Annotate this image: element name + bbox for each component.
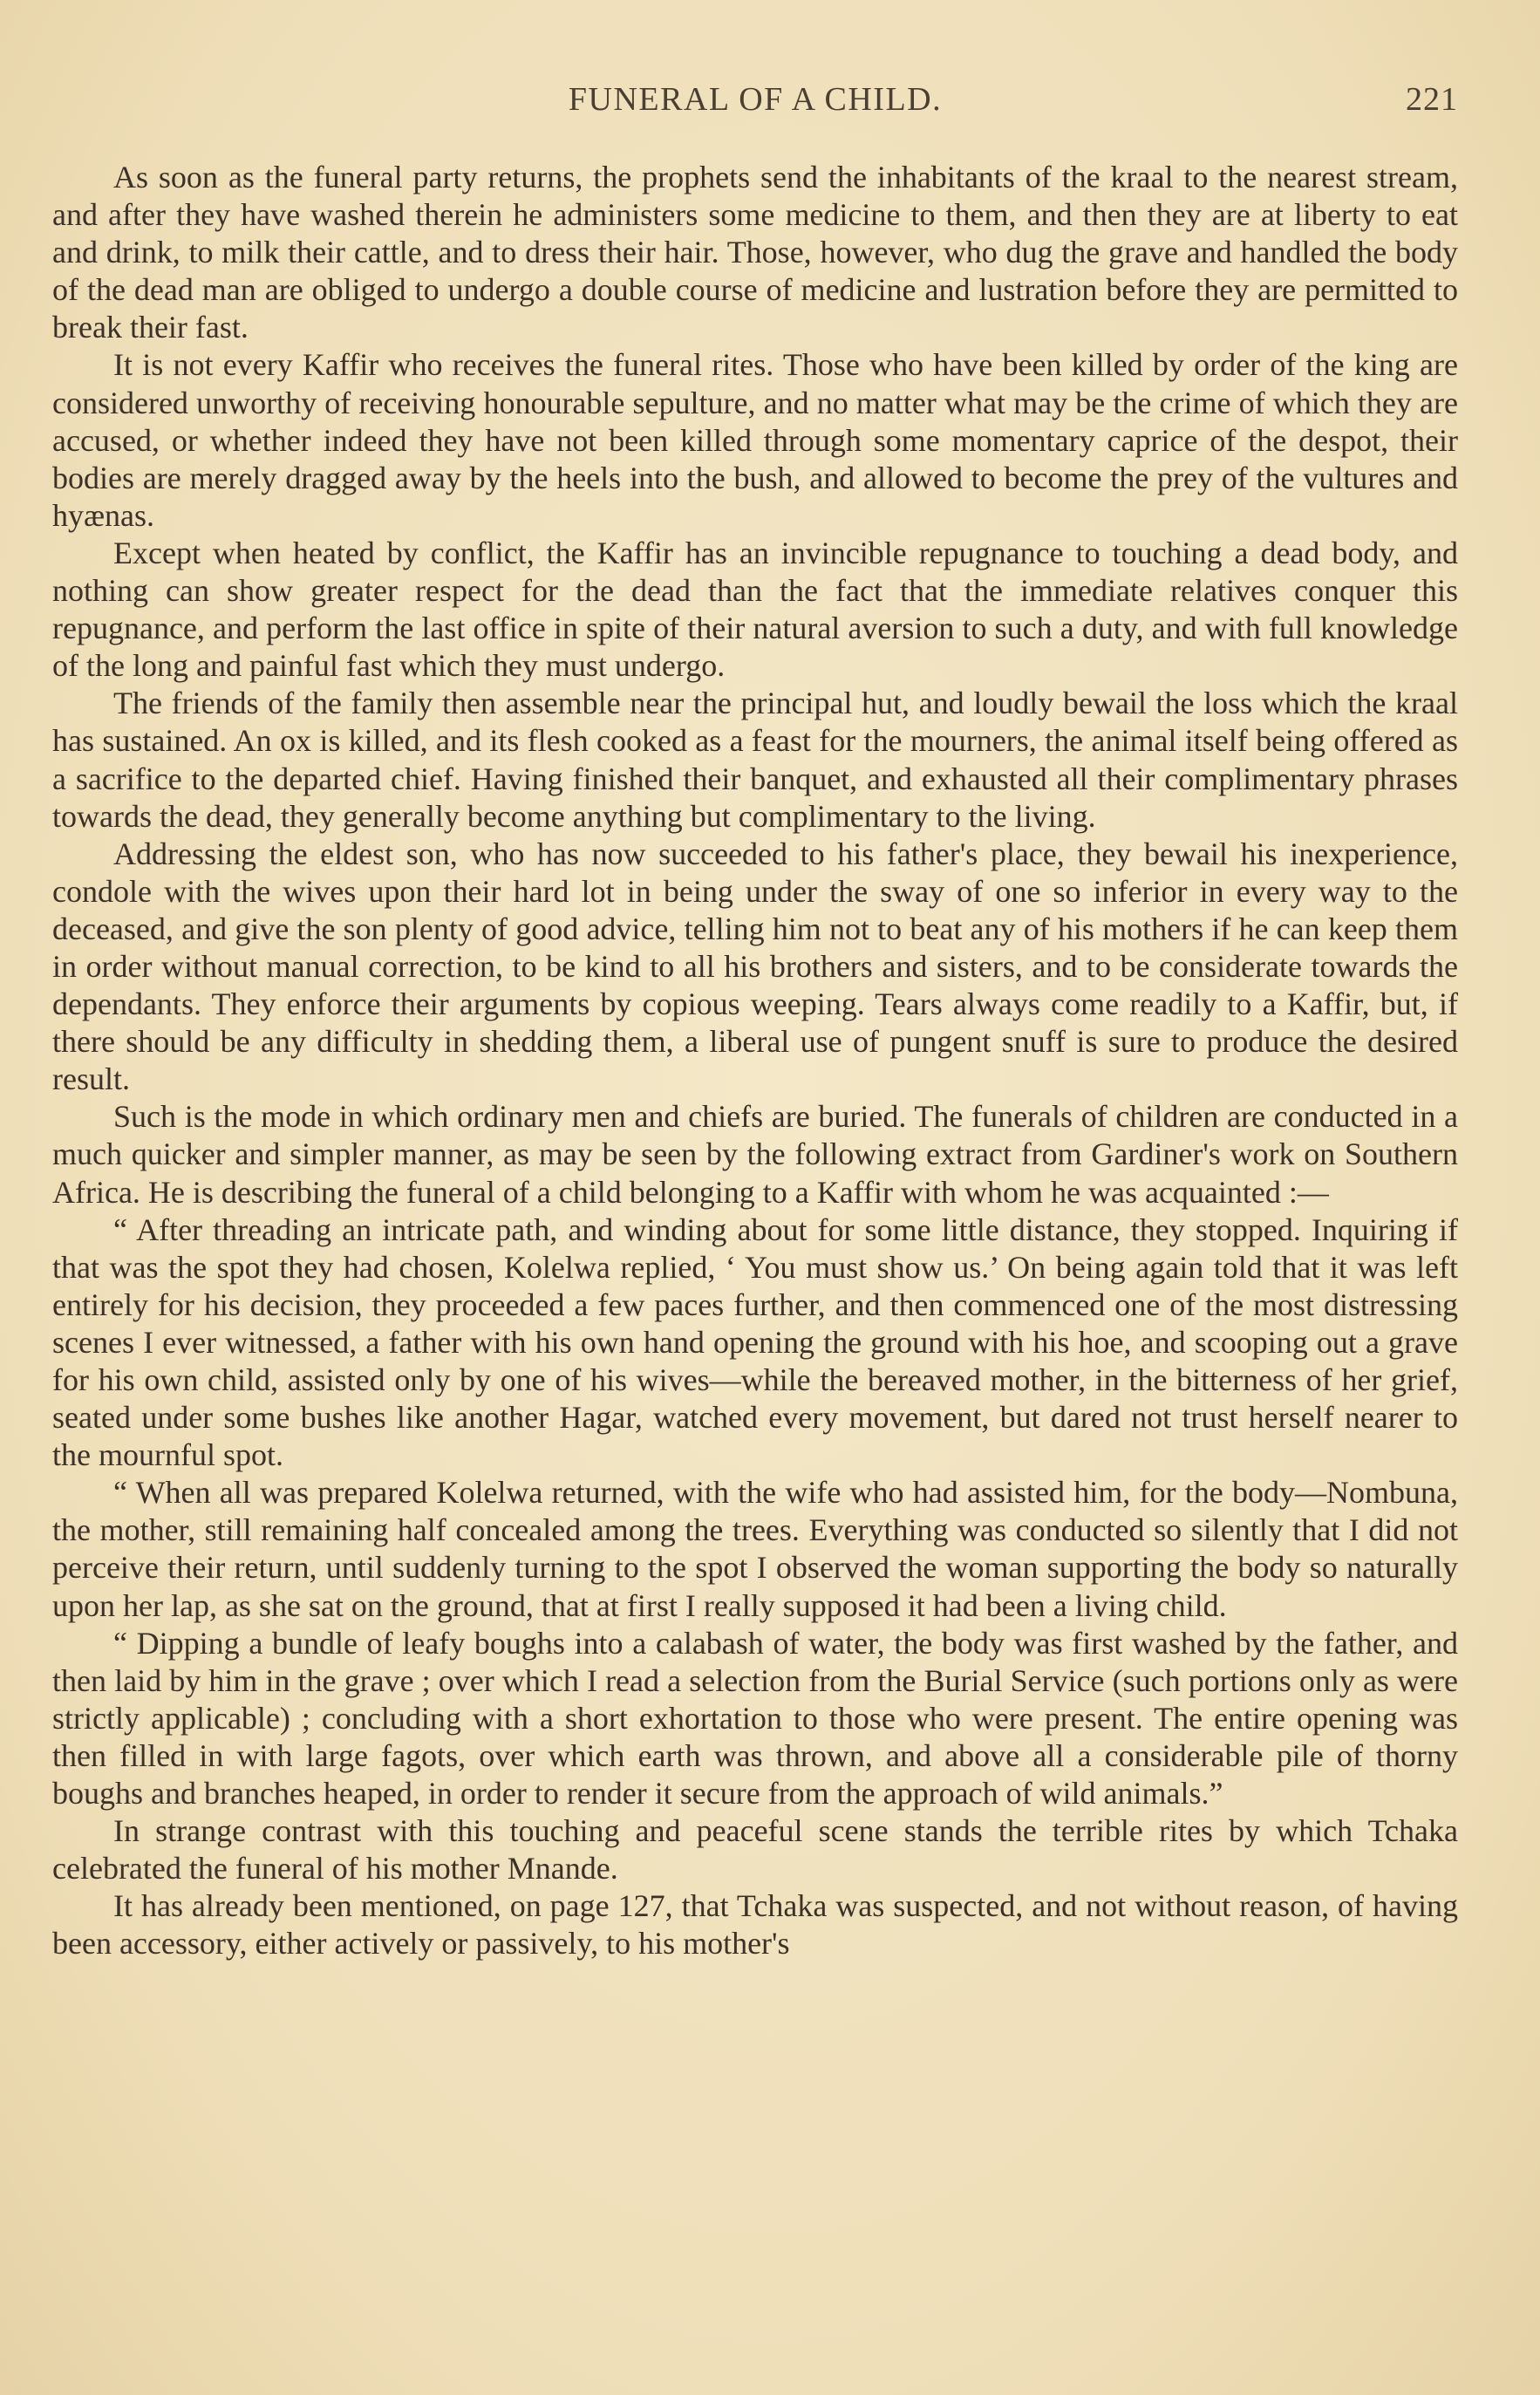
paragraph-strange-contrast: In strange contrast with this touching and peaceful scene stands the terrible rites by which Tchaka celebrated the funeral of his mother Mnande. [52, 1813, 1458, 1887]
paragraph-quote-threading-path: “ After threading an intricate path, and winding about for some little distance, they stopped. Inquiring if that was the spot they had chosen, Kolelwa replied, ‘ You must show us.’ On being again told that it was left entirely for his decision, they proceeded a few paces further, and then commenced one of the most distressing scenes I ever witnessed, a father with his own hand opening the ground with his hoe, and scooping out a grave for his own child, assisted only by one of his wives—while the bereaved mother, in the bitterness of her grief, seated under some bushes like another Hagar, watched every movement, but dared not trust herself nearer to the mournful spot. [52, 1211, 1458, 1473]
running-title: FUNERAL OF A CHILD. [568, 81, 943, 118]
paragraph-funeral-party-returns: As soon as the funeral party returns, the prophets send the inhabitants of the kraal to the nearest stream, and after they have washed therein he administers some medicine to them, and then they are at liberty to eat and drink, to milk their cattle, and to dress their hair. Those, however, who dug the grave and handled the body of the dead man are obliged to undergo a double course of medicine and lustration before they are permitted to break their fast. [52, 160, 1458, 345]
paragraph-children-funerals: Such is the mode in which ordinary men and chiefs are buried. The funerals of children are conducted in a much quicker and simpler manner, as may be seen by the following extract from Gardiner's work on Southern Africa. He is describing the funeral of a child belonging to a Kaffir with whom he was acquainted :— [52, 1099, 1458, 1210]
paragraph-quote-leafy-boughs: “ Dipping a bundle of leafy boughs into a calabash of water, the body was first washed by the father, and then laid by him in the grave ; over which I read a selection from the Burial Service (such portions only as were strictly applicable) ; concluding with a short exhortation to those who were present. The entire opening was then filled in with large fagots, over which earth was thrown, and above all a considerable pile of thorny boughs and branches heaped, in order to render it secure from the approach of wild animals.” [52, 1625, 1458, 1812]
paragraph-eldest-son-advice: Addressing the eldest son, who has now succeeded to his father's place, they bewail his inexperience, condole with the wives upon their hard lot in being under the sway of one so inferior in every way to the deceased, and give the son plenty of good advice, telling him not to beat any of his mothers if he can keep them in order without manual correction, to be kind to all his brothers and sisters, and to be considerate towards the dependants. They enforce their arguments by copious weeping. Tears always come readily to a Kaffir, but, if there should be any difficulty in shedding them, a liberal use of pungent snuff is sure to produce the desired result. [52, 836, 1458, 1097]
paragraph-friends-assemble: The friends of the family then assemble near the principal hut, and loudly bewail the loss which the kraal has sustained. An ox is killed, and its flesh cooked as a feast for the mourners, the animal itself being offered as a sacrifice to the departed chief. Having finished their banquet, and exhausted all their complimentary phrases towards the dead, they generally become anything but complimentary to the living. [52, 686, 1458, 834]
paragraph-quote-kolelwa-returned: “ When all was prepared Kolelwa returned, with the wife who had assisted him, for the body—Nombuna, the mother, still remaining half concealed among the trees. Everything was conducted so silently that I did not perceive their return, until suddenly turning to the spot I observed the woman supporting the body so naturally upon her lap, as she sat on the ground, that at first I really supposed it had been a living child. [52, 1475, 1458, 1623]
running-head [52, 80, 1458, 129]
paragraph-tchaka-suspected: It has already been mentioned, on page 127, that Tchaka was suspected, and not without reason, of having been accessory, either actively or passively, to his mother's [52, 1888, 1458, 1962]
paragraph-repugnance-dead-body: Except when heated by conflict, the Kaffir has an invincible repugnance to touching a dead body, and nothing can show greater respect for the dead than the fact that the immediate relatives conquer this repugnance, and perform the last office in spite of their natural aversion to such a duty, and with full knowledge of the long and painful fast which they must undergo. [52, 535, 1458, 684]
body-text [52, 159, 1458, 1963]
paragraph-funeral-rites-denied: It is not every Kaffir who receives the funeral rites. Those who have been killed by order of the king are considered unworthy of receiving honourable sepulture, and no matter what may be the crime of which they are accused, or whether indeed they have not been killed through some momentary caprice of the despot, their bodies are merely dragged away by the heels into the bush, and allowed to become the prey of the vultures and hyænas. [52, 347, 1458, 533]
page-number: 221 [1406, 81, 1458, 118]
